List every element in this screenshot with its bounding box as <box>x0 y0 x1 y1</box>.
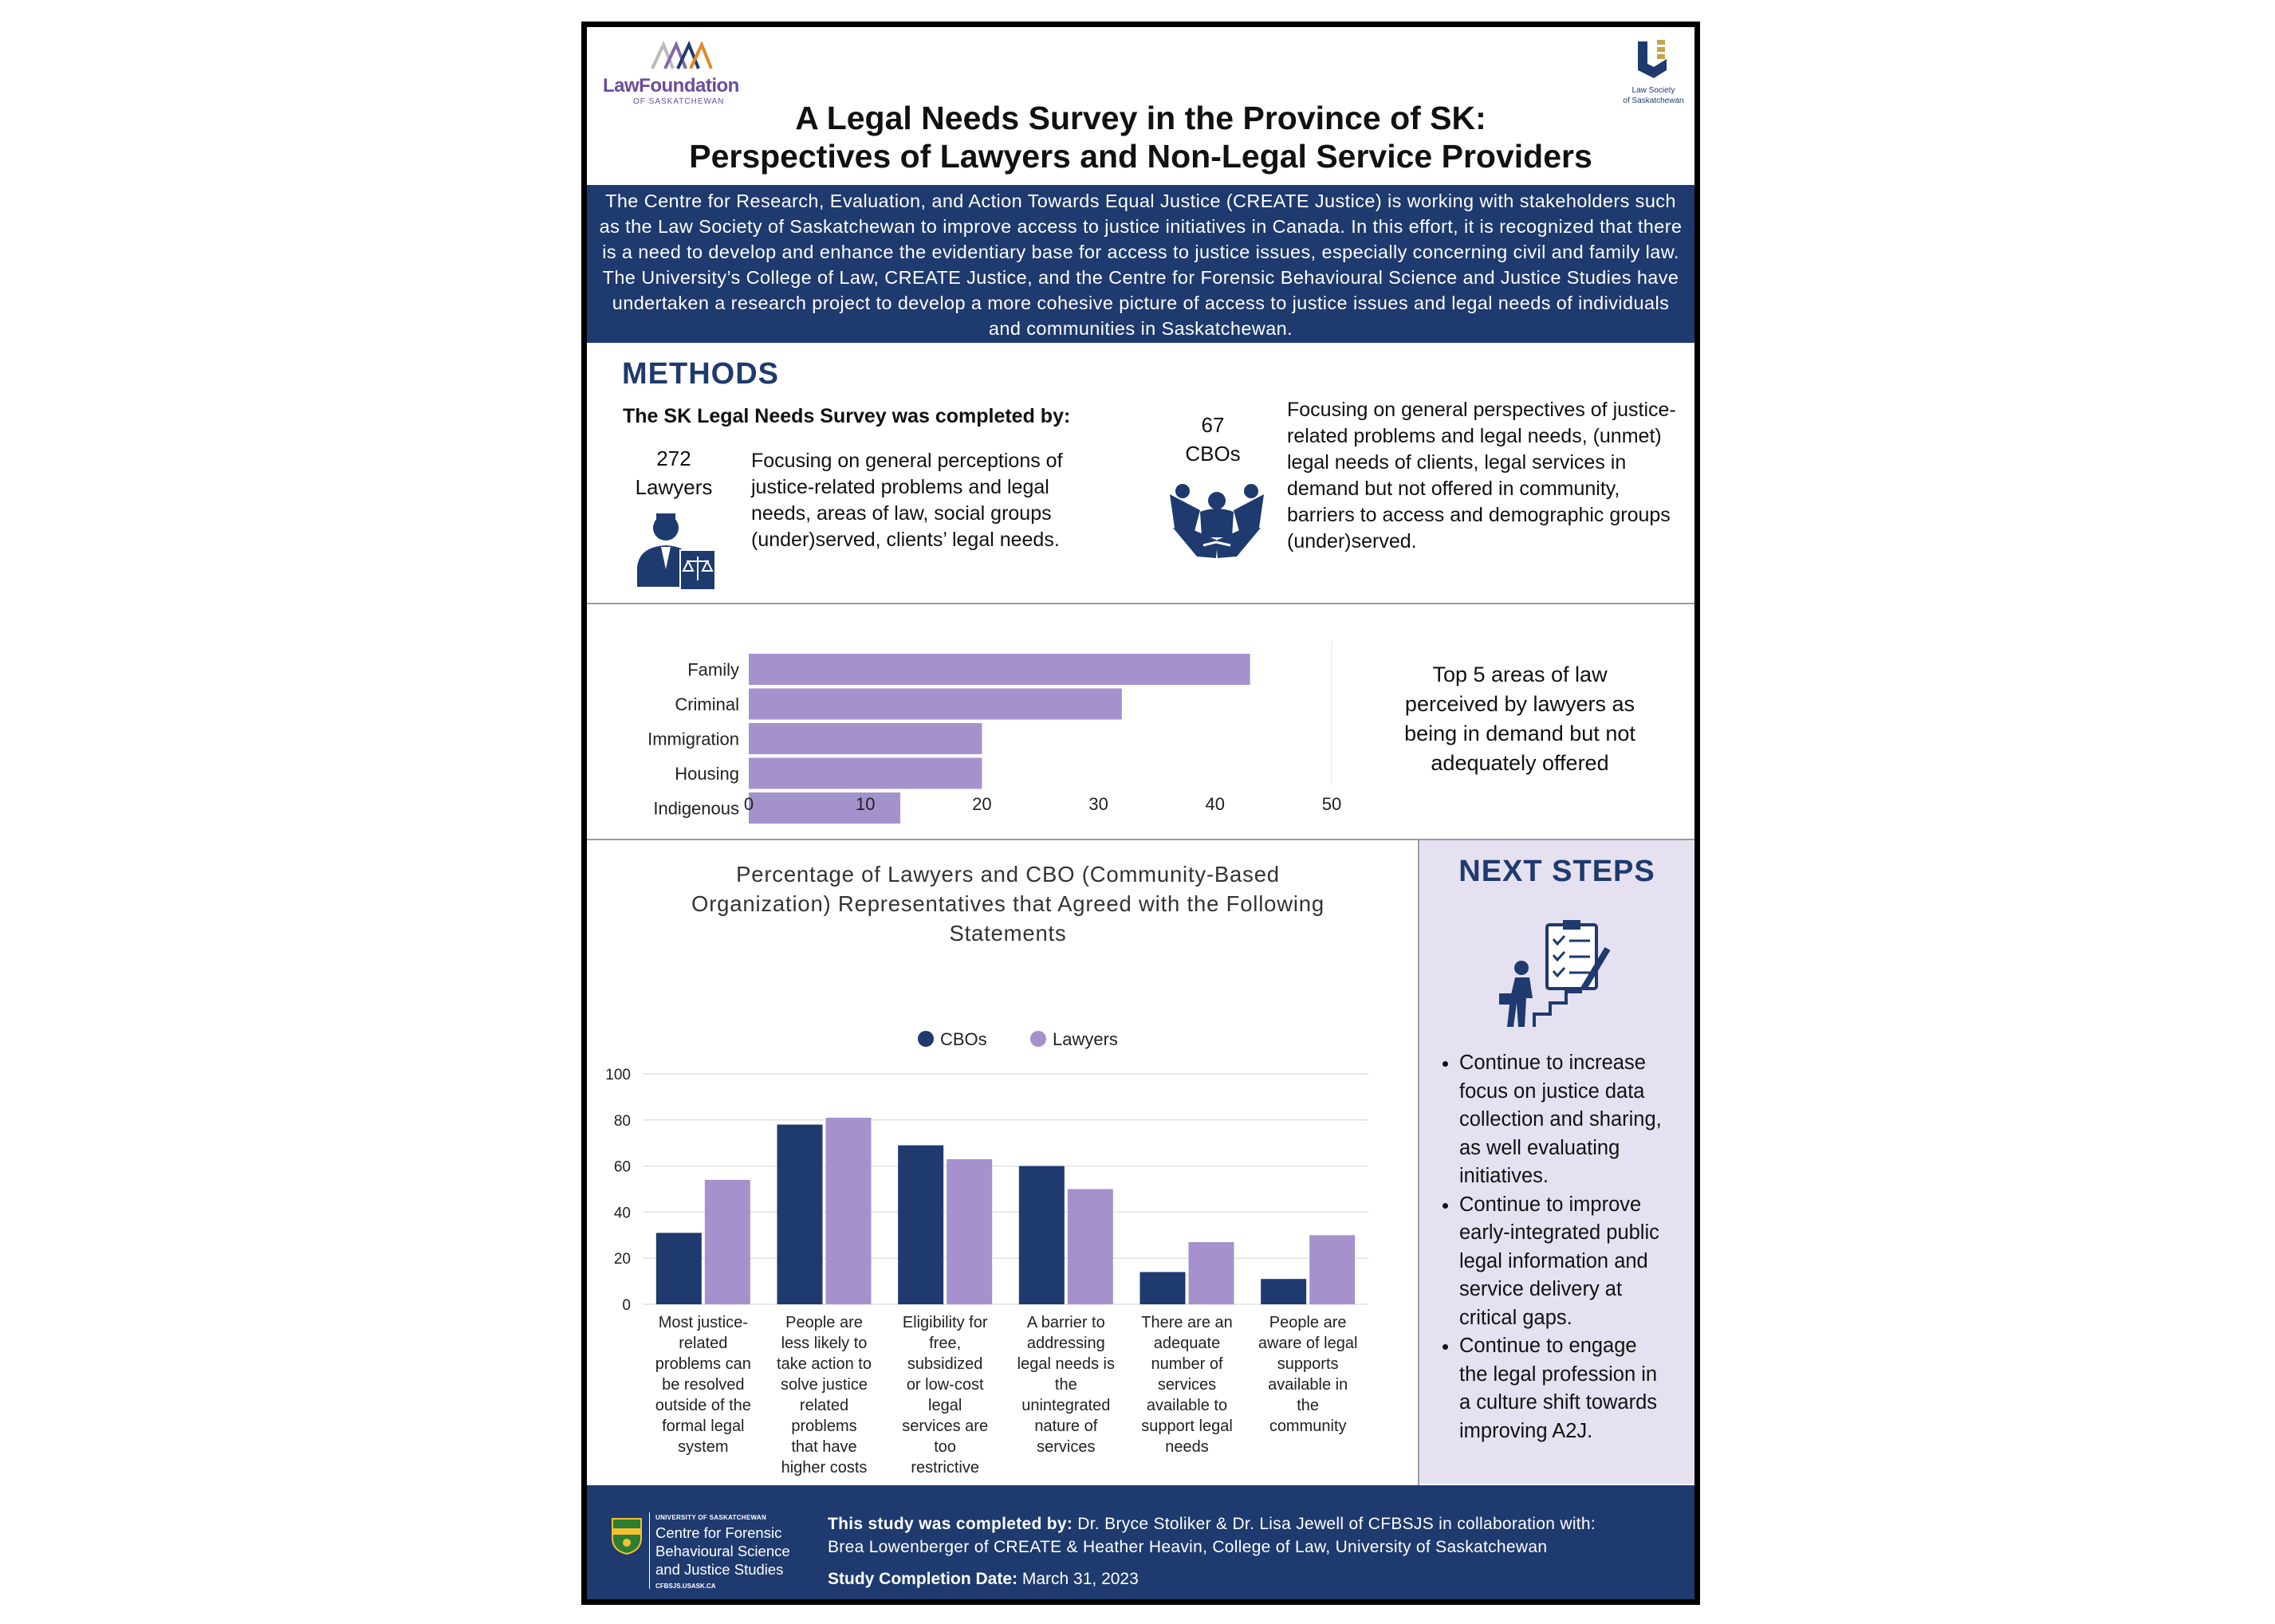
x-tick-label: 40 <box>1205 794 1226 814</box>
law-foundation-name: LawFoundation <box>603 75 739 96</box>
bar-family <box>749 654 1250 685</box>
chart-title-line: Organization) Representatives that Agreed with the Following <box>691 891 1324 916</box>
bar-indigenous <box>749 792 900 824</box>
chart-title-line: Percentage of Lawyers and CBO (Community-Based <box>736 862 1280 887</box>
category-label: aware of legal <box>1258 1335 1358 1352</box>
law-society-subname: of Saskatchewan <box>1623 96 1684 105</box>
footer-date <box>828 1567 1139 1591</box>
areas-of-law-caption: Top 5 areas of law perceived by lawyers as being in demand but not adequately offered <box>1404 663 1635 775</box>
y-tick-label: 60 <box>613 1158 631 1176</box>
university-crest-icon <box>611 1517 643 1555</box>
category-label: Criminal <box>675 694 739 714</box>
category-label: supports <box>1277 1355 1339 1373</box>
agreement-grouped-bar-chart <box>587 842 1416 1480</box>
category-label: or low-cost <box>906 1376 984 1394</box>
footer-centre-line: Centre for Forensic <box>655 1524 782 1541</box>
category-label: services <box>1037 1438 1096 1456</box>
category-label: free, <box>929 1335 962 1352</box>
next-steps-item: • Continue to improve early-integrated public legal information and service delivery at critical gaps. <box>1459 1191 1710 1333</box>
category-label: the <box>1297 1397 1320 1414</box>
page-title <box>587 99 1694 175</box>
law-foundation-subname: OF SASKATCHEWAN <box>633 97 725 106</box>
footer <box>587 1485 1694 1599</box>
footer-completed-label: This study was completed by: <box>828 1515 1073 1533</box>
category-label: the <box>1054 1376 1077 1394</box>
category-label: People are <box>785 1314 863 1331</box>
next-steps-item: • Continue to engage the legal profession in a culture shift towards improving A2J. <box>1459 1332 1710 1445</box>
legend-swatch-cbos <box>918 1031 934 1047</box>
y-tick-label: 0 <box>622 1297 631 1314</box>
lawyers-label: Lawyers <box>635 475 713 499</box>
lawyer-icon <box>632 510 720 590</box>
footer-university-name: UNIVERSITY OF SASKATCHEWAN <box>655 1514 767 1521</box>
footer-date-value: March 31, 2023 <box>1021 1570 1139 1588</box>
category-label: too <box>934 1438 957 1456</box>
lawyers-count: 272 <box>656 446 691 470</box>
category-label: be resolved <box>662 1376 745 1394</box>
category-label: services <box>1157 1376 1217 1394</box>
areas-of-law-bar-chart <box>587 609 1342 824</box>
x-tick-label: 20 <box>972 794 992 814</box>
y-tick-label: 20 <box>613 1251 631 1268</box>
category-label: Immigration <box>647 729 739 749</box>
category-label: problems can <box>655 1355 751 1373</box>
bar-cbos <box>656 1233 702 1304</box>
next-steps-heading: NEXT STEPS <box>1458 855 1655 888</box>
category-label: services are <box>902 1418 989 1435</box>
category-label: that have <box>791 1438 857 1456</box>
category-label: Eligibility for <box>902 1314 988 1331</box>
bar-cbos <box>1019 1166 1065 1304</box>
category-label: solve justice <box>781 1376 868 1394</box>
category-label: People are <box>1269 1314 1347 1331</box>
category-label: nature of <box>1034 1418 1098 1435</box>
category-label: adequate <box>1153 1335 1221 1352</box>
next-steps-list <box>1437 1049 1710 1445</box>
infographic-poster <box>581 22 1700 1605</box>
bar-immigration <box>749 723 982 754</box>
next-steps-item: • Continue to increase focus on justice data collection and sharing, as well evaluating initiatives. <box>1459 1049 1710 1191</box>
bar-lawyers <box>1309 1235 1355 1304</box>
lawyers-description: Focusing on general perceptions of justice-related problems and legal needs, areas of law, social groups (under)served, clients’ legal needs. <box>751 450 1063 551</box>
category-label: needs <box>1165 1438 1209 1456</box>
category-label: related <box>679 1335 728 1352</box>
footer-credits <box>828 1512 1596 1536</box>
methods-completed-by: The SK Legal Needs Survey was completed by: <box>623 405 1071 427</box>
bar-lawyers <box>1068 1189 1113 1305</box>
y-tick-label: 100 <box>605 1067 631 1083</box>
law-society-name: Law Society <box>1631 86 1675 95</box>
x-tick-label: 0 <box>743 794 754 814</box>
footer-centre-line: Behavioural Science <box>655 1543 790 1559</box>
category-label: Indigenous <box>653 798 739 819</box>
legend-label: CBOs <box>940 1029 987 1049</box>
category-label: restrictive <box>911 1459 979 1477</box>
footer-credits-line2: Brea Lowenberger of CREATE & Heather Heavin, College of Law, University of Saskatchewan <box>828 1538 1548 1556</box>
footer-centre-line: and Justice Studies <box>655 1561 784 1578</box>
footer-completed-text: Dr. Bryce Stoliker & Dr. Lisa Jewell of CFBSJS in collaboration with: <box>1077 1515 1596 1533</box>
cbos-label: CBOs <box>1185 442 1241 466</box>
category-label: problems <box>791 1418 857 1435</box>
category-label: higher costs <box>781 1459 868 1477</box>
footer-centre-name <box>655 1524 790 1579</box>
category-label: legal <box>928 1397 962 1414</box>
methods-heading: METHODS <box>622 357 779 391</box>
category-label: Family <box>687 659 739 680</box>
community-icon <box>1165 478 1269 566</box>
y-tick-label: 40 <box>613 1205 631 1222</box>
bar-lawyers <box>705 1180 750 1304</box>
law-foundation-mark-icon <box>596 38 732 73</box>
category-label: available in <box>1268 1376 1348 1394</box>
bar-cbos <box>1140 1272 1186 1304</box>
category-label: system <box>678 1438 729 1456</box>
category-label: A barrier to <box>1026 1314 1105 1331</box>
bar-cbos <box>1261 1279 1306 1304</box>
category-label: number of <box>1151 1355 1223 1373</box>
intro-paragraph: The Centre for Research, Evaluation, and Action Towards Equal Justice (CREATE Justice) is working with stakeholders such as the Law Society of Saskatchewan to improve access to justice initiatives in Canada. In this effort, it is recognized that there is a need to develop and enhance the evidentiary base for access to justice issues, especially concerning civil and family law. The University’s College of Law, CREATE Justice, and the Centre for Forensic Behavioural Science and Justice Studies have undertaken a research project to develop a more cohesive picture of access to justice issues and legal needs of individuals and communities in Saskatchewan. <box>587 185 1694 343</box>
category-label: less likely to <box>781 1335 868 1352</box>
legend-label: Lawyers <box>1053 1029 1118 1049</box>
category-label: addressing <box>1026 1335 1105 1352</box>
category-label: related <box>799 1397 849 1414</box>
x-tick-label: 10 <box>855 794 876 814</box>
bar-lawyers <box>826 1118 872 1304</box>
law-society-mark-icon <box>1635 37 1670 81</box>
footer-date-label: Study Completion Date: <box>828 1570 1018 1588</box>
cbos-count: 67 <box>1201 413 1225 437</box>
title-line-1: A Legal Needs Survey in the Province of SK: <box>795 100 1486 136</box>
category-label: subsidized <box>907 1355 983 1373</box>
category-label: community <box>1269 1418 1347 1435</box>
next-steps-panel <box>1419 840 1694 1484</box>
footer-vertical-rule <box>649 1512 650 1589</box>
chart-title-line: Statements <box>949 921 1067 946</box>
category-label: take action to <box>777 1355 872 1373</box>
cbos-description: Focusing on general perspectives of justice-related problems and legal needs, (unmet) legal needs of clients, legal services in demand but not offered in community, barriers to access and demographic groups (under)served. <box>1287 399 1676 552</box>
category-label: Housing <box>675 764 739 784</box>
bar-lawyers <box>1189 1242 1234 1304</box>
category-label: available to <box>1146 1397 1228 1414</box>
category-label: support legal <box>1141 1418 1233 1435</box>
y-tick-label: 80 <box>613 1112 631 1130</box>
legend-swatch-lawyers <box>1030 1031 1046 1047</box>
checklist-progress-icon <box>1498 920 1617 1032</box>
footer-centre-site: CFBSJS.USASK.CA <box>655 1583 716 1590</box>
bar-cbos <box>777 1125 823 1304</box>
category-label: legal needs is <box>1017 1355 1115 1373</box>
bar-housing <box>749 758 982 789</box>
bar-lawyers <box>947 1159 992 1304</box>
title-line-2: Perspectives of Lawyers and Non-Legal Service Providers <box>689 138 1592 175</box>
category-label: unintegrated <box>1021 1397 1111 1414</box>
section-divider-1 <box>587 603 1694 604</box>
bar-criminal <box>749 689 1122 720</box>
category-label: Most justice- <box>658 1314 748 1331</box>
category-label: formal legal <box>662 1418 745 1435</box>
category-label: outside of the <box>655 1397 751 1414</box>
x-tick-label: 30 <box>1088 794 1108 814</box>
x-tick-label: 50 <box>1321 794 1342 814</box>
category-label: There are an <box>1141 1314 1233 1331</box>
bar-cbos <box>898 1146 943 1304</box>
